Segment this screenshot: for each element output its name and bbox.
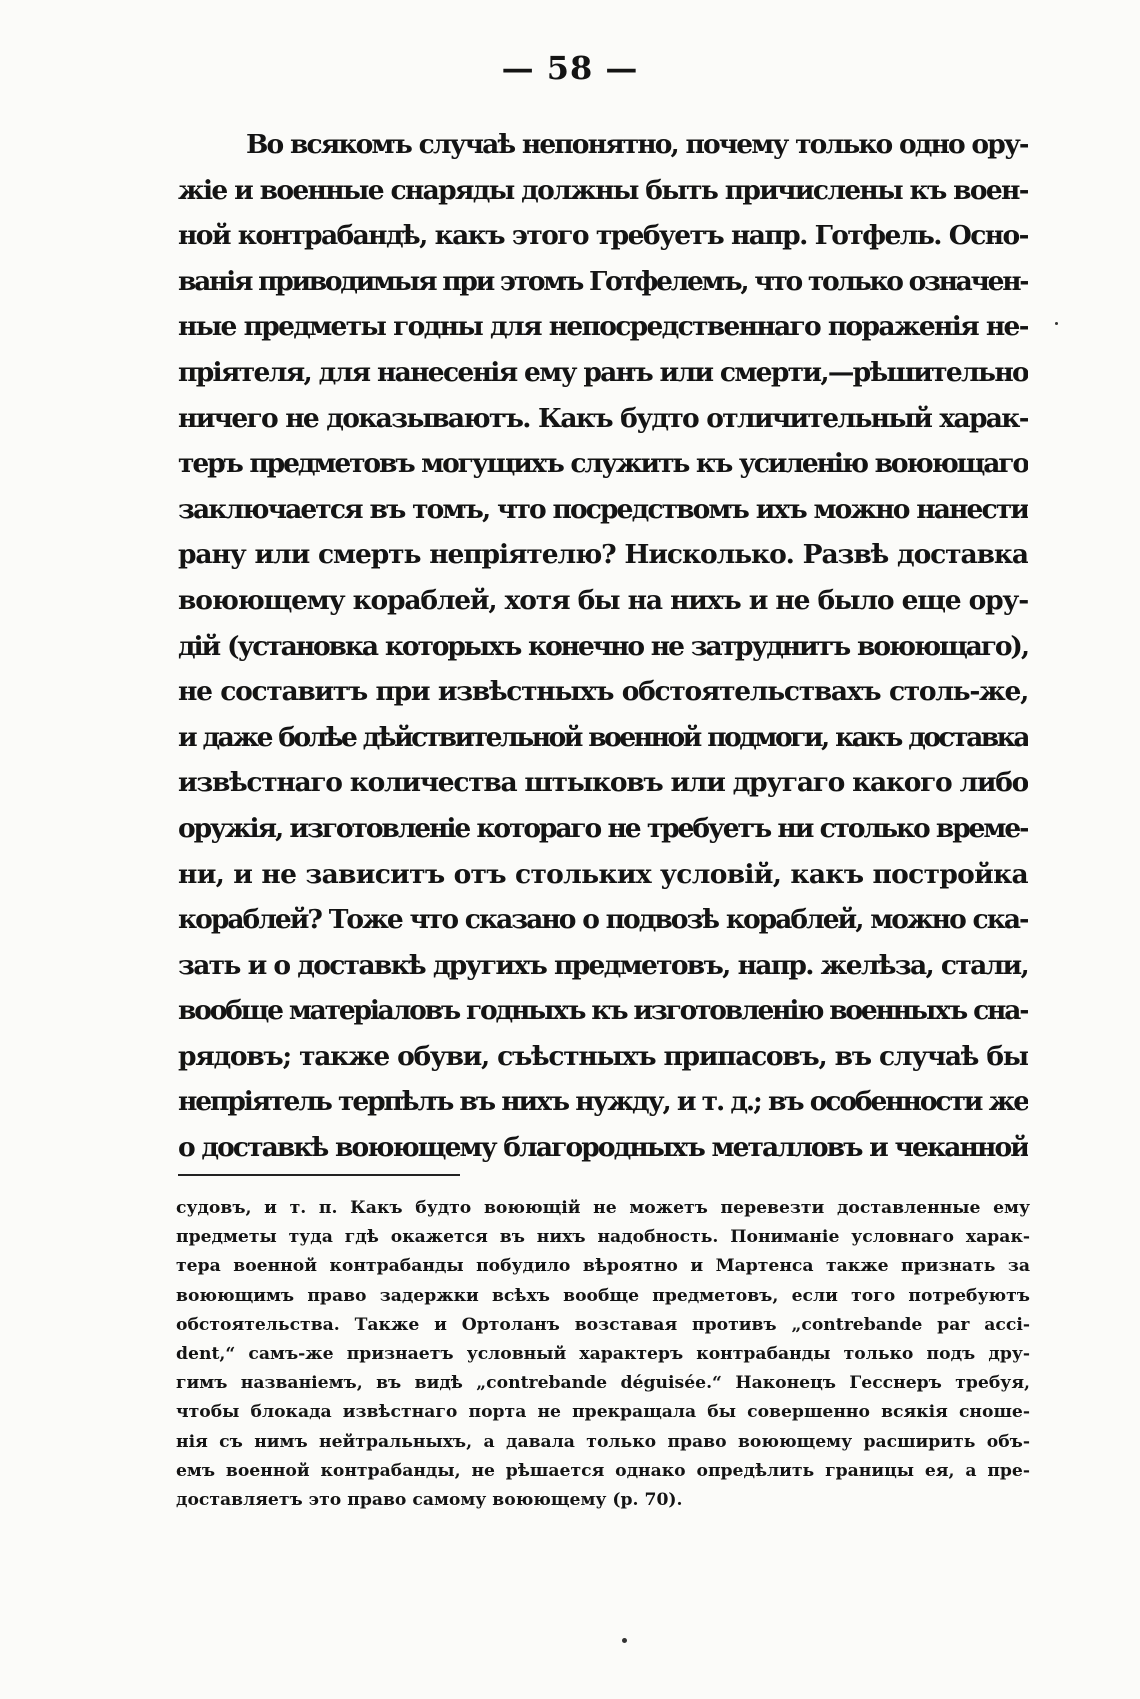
body-line: непріятель терпѣлъ въ нихъ нужду, и т. д.; въ особенности же [178, 1086, 1028, 1118]
footnote-line: обстоятельства. Также и Ортоланъ возставая противъ „contrebande par acci- [176, 1314, 1030, 1335]
footnote-line: гимъ названіемъ, въ видѣ „contrebande déguisée.“ Наконецъ Гесснеръ требуя, [176, 1373, 1030, 1394]
body-line: рану или смерть непріятелю? Нисколько. Развѣ доставка [178, 539, 1028, 571]
body-line: не составитъ при извѣстныхъ обстоятельствахъ столь-же, [178, 676, 1028, 708]
body-line: ванія приводимыя при этомъ Готфелемъ, что только означен- [178, 265, 1028, 297]
ink-speck [1055, 322, 1058, 325]
footnote-line: доставляетъ это право самому воюющему (p. 70). [176, 1489, 683, 1510]
body-line: теръ предметовъ могущихъ служить къ усиленію воюющаго [178, 448, 1028, 480]
footnote-line: dent,“ самъ-же признаетъ условный характеръ контрабанды только подъ дру- [176, 1343, 1030, 1364]
body-line: и даже болѣе дѣйствительной военной подмоги, какъ доставка [178, 721, 1028, 753]
body-line: воюющему кораблей, хотя бы на нихъ и не было еще ору- [178, 584, 1028, 616]
body-line: о доставкѣ воюющему благородныхъ металловъ и чеканной [178, 1132, 1028, 1164]
body-line: заключается въ томъ, что посредствомъ ихъ можно нанести [178, 493, 1028, 525]
body-line: оружія, изготовленіе котораго не требуетъ ни столько време- [178, 812, 1028, 844]
footnote-line: нія съ нимъ нейтральныхъ, а давала только право воюющему расширить объ- [176, 1431, 1030, 1452]
body-line: кораблей? Тоже что сказано о подвозѣ кораблей, можно ска- [178, 904, 1028, 936]
body-line: ничего не доказываютъ. Какъ будто отличительный харак- [178, 402, 1028, 434]
page-number: — 58 — [501, 49, 639, 87]
body-line: ной контрабандѣ, какъ этого требуетъ напр. Готфель. Осно- [178, 220, 1028, 252]
footnote-line: тера военной контрабанды побудило вѣроятно и Мартенса также признать за [176, 1256, 1030, 1277]
body-line: извѣстнаго количества штыковъ или другаго какого либо [178, 767, 1028, 799]
main-text [178, 122, 1028, 1171]
ink-speck [622, 1638, 627, 1643]
body-line: Во всякомъ случаѣ непонятно, почему только одно ору- [246, 129, 1028, 160]
body-line: вообще матеріаловъ годныхъ къ изготовленію военныхъ сна- [178, 995, 1028, 1027]
footnote-line: судовъ, и т. п. Какъ будто воюющій не можетъ перевезти доставленные ему [176, 1198, 1030, 1218]
footnote-line: предметы туда гдѣ окажется въ нихъ надобность. Пониманіе условнаго харак- [176, 1227, 1030, 1248]
body-line: жіе и военные снаряды должны быть причислены къ воен- [178, 174, 1028, 206]
footnote-line: емъ военной контрабанды, не рѣшается однако опредѣлить границы ея, а пре- [176, 1460, 1030, 1481]
footnote [176, 1194, 1030, 1515]
body-line: ни, и не зависитъ отъ стольких условій, какъ постройка [178, 858, 1028, 890]
body-line: дій (установка которыхъ конечно не затруднитъ воюющаго), [178, 630, 1028, 662]
body-line: зать и о доставкѣ другихъ предметовъ, напр. желѣза, стали, [178, 949, 1028, 981]
footnote-line: чтобы блокада извѣстнаго порта не прекращала бы совершенно всякія сноше- [176, 1402, 1030, 1423]
body-line: ные предметы годны для непосредственнаго пораженія не- [178, 311, 1028, 343]
footnote-divider [178, 1174, 460, 1176]
body-line: пріятеля, для нанесенія ему ранъ или смерти,—рѣшительно [178, 356, 1028, 388]
body-line: рядовъ; также обуви, съѣстныхъ припасовъ, въ случаѣ бы [178, 1040, 1028, 1072]
footnote-line: воюющимъ право задержки всѣхъ вообще предметовъ, если того потребуютъ [176, 1285, 1030, 1306]
